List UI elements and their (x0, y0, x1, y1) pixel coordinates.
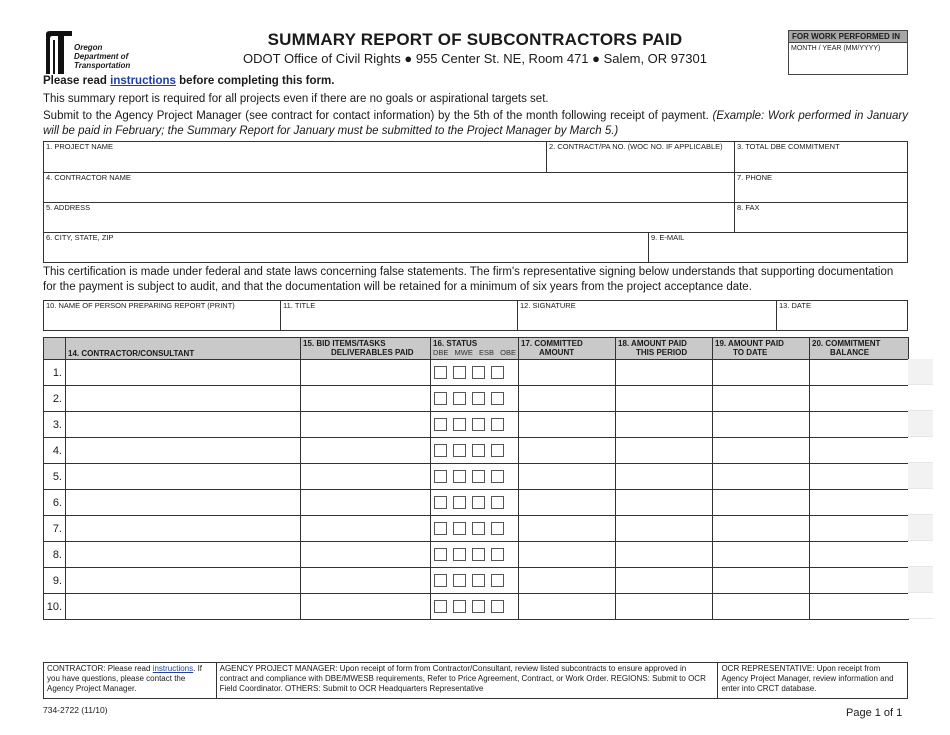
table-body (44, 360, 909, 620)
form-subtitle: ODOT Office of Civil Rights ● 955 Center St. NE, Room 471 ● Salem, OR 97301 (243, 51, 707, 66)
mwe-checkbox[interactable] (453, 470, 466, 483)
subcontractor-table (43, 337, 909, 620)
bid-items-cell[interactable] (301, 542, 431, 568)
contractor-name-field[interactable] (44, 173, 735, 203)
paid-to-date-cell[interactable] (713, 542, 810, 568)
commitment-balance-cell[interactable] (810, 568, 909, 594)
commitment-balance-cell[interactable] (810, 542, 909, 568)
status-column-header (431, 338, 519, 360)
form-title: SUMMARY REPORT OF SUBCONTRACTORS PAID (267, 30, 683, 49)
dbe-checkbox[interactable] (434, 548, 447, 561)
paid-date-column-header (713, 338, 810, 360)
paid-to-date-cell[interactable] (713, 568, 810, 594)
row-number-header (44, 338, 66, 360)
phone-label: 7. PHONE (737, 173, 773, 182)
contractor-cell[interactable] (66, 360, 301, 386)
status-option-label: DBE (433, 348, 449, 357)
paid-to-date-cell[interactable] (713, 360, 810, 386)
dbe-checkbox[interactable] (434, 392, 447, 405)
submission-example: (Example: Work performed in January will be paid in February; the Summary Report for January must be submitted to the Project Manager by March 5.) (43, 110, 909, 137)
contractor-cell[interactable] (66, 568, 301, 594)
esb-checkbox[interactable] (472, 548, 485, 561)
status-cell (431, 438, 519, 464)
instructions-suffix: before completing this form. (175, 75, 335, 87)
esb-checkbox[interactable] (472, 444, 485, 457)
instructions-prefix: Please read (43, 75, 111, 87)
paid-period-cell[interactable] (616, 568, 713, 594)
esb-checkbox[interactable] (472, 522, 485, 535)
paid-period-cell[interactable] (616, 464, 713, 490)
commitment-balance-cell[interactable] (810, 438, 909, 464)
paid-period-label-2: THIS PERIOD (636, 348, 688, 357)
month-year-label: MONTH / YEAR (MM/YYYY) (791, 45, 881, 52)
address-label: 5. ADDRESS (46, 203, 91, 212)
row-number: 9. (44, 568, 66, 594)
paid-period-column-header (616, 338, 713, 360)
row-number: 6. (44, 490, 66, 516)
agency-name-line: Department of (74, 52, 129, 61)
mwe-checkbox[interactable] (453, 444, 466, 457)
bid-items-label-2: DELIVERABLES PAID (331, 348, 414, 357)
paid-period-cell[interactable] (616, 386, 713, 412)
status-cell (431, 516, 519, 542)
paid-to-date-cell[interactable] (713, 490, 810, 516)
committed-amount-cell[interactable] (519, 412, 616, 438)
phone-field[interactable] (735, 173, 908, 203)
footer-instructions-link[interactable]: instructions (152, 664, 194, 673)
row-shading (908, 359, 933, 619)
table-header-row (44, 338, 909, 360)
obe-checkbox[interactable] (491, 366, 504, 379)
table-row (44, 386, 909, 412)
commitment-balance-cell[interactable] (810, 360, 909, 386)
contractor-cell[interactable] (66, 438, 301, 464)
bid-items-cell[interactable] (301, 490, 431, 516)
paid-period-cell[interactable] (616, 594, 713, 620)
bid-items-cell[interactable] (301, 568, 431, 594)
footer-contractor-prefix: CONTRACTOR: Please read (47, 664, 153, 673)
paid-period-cell[interactable] (616, 438, 713, 464)
month-year-field[interactable] (789, 42, 907, 55)
status-option-label: OBE (500, 348, 516, 357)
table-row (44, 490, 909, 516)
bid-items-cell[interactable] (301, 516, 431, 542)
committed-amount-cell[interactable] (519, 568, 616, 594)
status-cell (431, 464, 519, 490)
certification-text: This certification is made under federal and state laws concerning false statements. The firm's representative signing below understands that supporting documentation for the payment is subject to audit, and that the documentation will be retained for a minimum of six years from the project acceptance date. (43, 266, 894, 293)
balance-label-2: BALANCE (830, 348, 870, 357)
agency-name-line: Oregon (74, 43, 103, 52)
paid-date-label-2: TO DATE (733, 348, 768, 357)
status-cell (431, 542, 519, 568)
signature-field[interactable] (518, 301, 777, 331)
status-option-label: ESB (479, 348, 495, 357)
commitment-balance-cell[interactable] (810, 516, 909, 542)
mwe-checkbox[interactable] (453, 496, 466, 509)
dbe-checkbox[interactable] (434, 574, 447, 587)
bid-items-cell[interactable] (301, 464, 431, 490)
esb-checkbox[interactable] (472, 496, 485, 509)
mwe-checkbox[interactable] (453, 548, 466, 561)
dbe-checkbox[interactable] (434, 418, 447, 431)
paid-to-date-cell[interactable] (713, 438, 810, 464)
footer-instructions (43, 662, 908, 699)
row-number: 5. (44, 464, 66, 490)
bid-items-cell[interactable] (301, 412, 431, 438)
committed-amount-cell[interactable] (519, 594, 616, 620)
table-row (44, 542, 909, 568)
status-cell (431, 490, 519, 516)
esb-checkbox[interactable] (472, 600, 485, 613)
dbe-commitment-field[interactable] (735, 142, 908, 173)
bid-items-label: 15. BID ITEMS/TASKS (303, 339, 386, 348)
project-name-field[interactable] (44, 142, 547, 173)
agency-name-line: Transportation (74, 61, 131, 70)
table-row (44, 516, 909, 542)
committed-amount-cell[interactable] (519, 360, 616, 386)
commitment-balance-cell[interactable] (810, 412, 909, 438)
bid-items-cell[interactable] (301, 386, 431, 412)
contract-no-field[interactable] (547, 142, 735, 173)
email-field[interactable] (649, 233, 908, 263)
paid-to-date-cell[interactable] (713, 594, 810, 620)
obe-checkbox[interactable] (491, 470, 504, 483)
status-label: 16. STATUS (433, 339, 478, 348)
status-option-label: MWE (454, 348, 473, 357)
committed-amount-cell[interactable] (519, 438, 616, 464)
mwe-checkbox[interactable] (453, 600, 466, 613)
status-options (433, 348, 516, 357)
date-field[interactable] (777, 301, 908, 331)
contractor-cell[interactable] (66, 542, 301, 568)
instructions-link[interactable]: instructions (110, 75, 176, 87)
bid-items-cell[interactable] (301, 360, 431, 386)
status-cell (431, 386, 519, 412)
project-info-section (43, 141, 908, 263)
table-row (44, 438, 909, 464)
obe-checkbox[interactable] (491, 600, 504, 613)
status-cell (431, 412, 519, 438)
commitment-balance-cell[interactable] (810, 490, 909, 516)
paid-period-cell[interactable] (616, 516, 713, 542)
balance-label: 20. COMMITMENT (812, 339, 881, 348)
submission-main: Submit to the Agency Project Manager (see contract for contact information) by the 5th of the month following receipt of payment. (43, 110, 713, 122)
committed-label: 17. COMMITTED (521, 339, 583, 348)
paid-to-date-cell[interactable] (713, 516, 810, 542)
contractor-column-label: 14. CONTRACTOR/CONSULTANT (68, 349, 195, 358)
footer-ocr-note: OCR REPRESENTATIVE: Upon receipt from Agency Project Manager, review information and enter into CRCT database. (721, 664, 894, 693)
email-label: 9. E-MAIL (651, 233, 685, 242)
dbe-checkbox[interactable] (434, 366, 447, 379)
committed-amount-cell[interactable] (519, 542, 616, 568)
contractor-cell[interactable] (66, 490, 301, 516)
dbe-commitment-label: 3. TOTAL DBE COMMITMENT (737, 142, 840, 151)
commitment-balance-cell[interactable] (810, 464, 909, 490)
contractor-cell[interactable] (66, 412, 301, 438)
fax-label: 8. FAX (737, 203, 760, 212)
status-cell (431, 594, 519, 620)
work-period-box (788, 30, 908, 75)
paid-period-label: 18. AMOUNT PAID (618, 339, 687, 348)
status-cell (431, 568, 519, 594)
dbe-checkbox[interactable] (434, 600, 447, 613)
work-period-header: FOR WORK PERFORMED IN (789, 31, 907, 42)
mwe-checkbox[interactable] (453, 392, 466, 405)
row-number: 10. (44, 594, 66, 620)
table-row (44, 594, 909, 620)
contractor-name-label: 4. CONTRACTOR NAME (46, 173, 131, 182)
obe-checkbox[interactable] (491, 418, 504, 431)
city-state-zip-field[interactable] (44, 233, 649, 263)
table-row (44, 568, 909, 594)
contractor-cell[interactable] (66, 464, 301, 490)
committed-amount-cell[interactable] (519, 490, 616, 516)
obe-checkbox[interactable] (491, 548, 504, 561)
committed-amount-cell[interactable] (519, 386, 616, 412)
date-label: 13. DATE (779, 301, 811, 310)
committed-column-header (519, 338, 616, 360)
row-number: 2. (44, 386, 66, 412)
preparer-section (43, 300, 908, 331)
bid-items-column-header (301, 338, 431, 360)
paid-period-cell[interactable] (616, 542, 713, 568)
paid-period-cell[interactable] (616, 360, 713, 386)
city-state-zip-label: 6. CITY, STATE, ZIP (46, 233, 114, 242)
contractor-column-header (66, 338, 301, 360)
table-row (44, 464, 909, 490)
contractor-cell[interactable] (66, 386, 301, 412)
row-number: 4. (44, 438, 66, 464)
preparer-name-label: 10. NAME OF PERSON PREPARING REPORT (PRINT) (46, 301, 235, 310)
footer-contractor-suffix: . If you have questions, please contact the Agency Project Manager. (47, 664, 203, 693)
bid-items-cell[interactable] (301, 594, 431, 620)
signature-label: 12. SIGNATURE (520, 301, 576, 310)
row-number: 3. (44, 412, 66, 438)
obe-checkbox[interactable] (491, 574, 504, 587)
paid-period-cell[interactable] (616, 412, 713, 438)
status-cell (431, 360, 519, 386)
paid-to-date-cell[interactable] (713, 464, 810, 490)
esb-checkbox[interactable] (472, 366, 485, 379)
table-row (44, 360, 909, 386)
obe-checkbox[interactable] (491, 392, 504, 405)
mwe-checkbox[interactable] (453, 574, 466, 587)
esb-checkbox[interactable] (472, 574, 485, 587)
footer-apm-note: AGENCY PROJECT MANAGER: Upon receipt of form from Contractor/Consultant, review listed subcontracts to ensure approved in contract and compliance with DBE/MWESB requirements, Refer to Price Agreement, Contract, or Work Order. REGIONS: Submit to OCR Field Coordinator. OTHERS: Submit to OCR Headquarters Representative (217, 663, 719, 698)
commitment-balance-cell[interactable] (810, 386, 909, 412)
committed-amount-cell[interactable] (519, 516, 616, 542)
obe-checkbox[interactable] (491, 522, 504, 535)
dbe-checkbox[interactable] (434, 522, 447, 535)
mwe-checkbox[interactable] (453, 366, 466, 379)
preparer-title-label: 11. TITLE (283, 301, 316, 310)
mwe-checkbox[interactable] (453, 522, 466, 535)
fax-field[interactable] (735, 203, 908, 233)
contract-no-label: 2. CONTRACT/PA NO. (WOC NO. IF APPLICABLE) (549, 142, 723, 151)
read-instructions-line (43, 74, 908, 89)
submission-text (43, 109, 908, 139)
row-number: 1. (44, 360, 66, 386)
form-number: 734-2722 (11/10) (43, 705, 108, 715)
paid-period-cell[interactable] (616, 490, 713, 516)
table-row (44, 412, 909, 438)
address-field[interactable] (44, 203, 735, 233)
row-number: 7. (44, 516, 66, 542)
esb-checkbox[interactable] (472, 470, 485, 483)
mwe-checkbox[interactable] (453, 418, 466, 431)
footer-contractor-note (44, 663, 217, 698)
page-number: Page 1 of 1 (846, 707, 903, 719)
obe-checkbox[interactable] (491, 444, 504, 457)
paid-to-date-cell[interactable] (713, 412, 810, 438)
esb-checkbox[interactable] (472, 418, 485, 431)
esb-checkbox[interactable] (472, 392, 485, 405)
preparer-title-field[interactable] (281, 301, 518, 331)
paid-to-date-cell[interactable] (713, 386, 810, 412)
requirement-text: This summary report is required for all projects even if there are no goals or aspirational targets set. (43, 93, 549, 105)
bid-items-cell[interactable] (301, 438, 431, 464)
committed-label-2: AMOUNT (539, 348, 575, 357)
contractor-cell[interactable] (66, 594, 301, 620)
obe-checkbox[interactable] (491, 496, 504, 509)
preparer-name-field[interactable] (44, 301, 281, 331)
dbe-checkbox[interactable] (434, 470, 447, 483)
dbe-checkbox[interactable] (434, 496, 447, 509)
dbe-checkbox[interactable] (434, 444, 447, 457)
project-name-label: 1. PROJECT NAME (46, 142, 113, 151)
contractor-cell[interactable] (66, 516, 301, 542)
commitment-balance-cell[interactable] (810, 594, 909, 620)
committed-amount-cell[interactable] (519, 464, 616, 490)
balance-column-header (810, 338, 909, 360)
row-number: 8. (44, 542, 66, 568)
paid-date-label: 19. AMOUNT PAID (715, 339, 784, 348)
